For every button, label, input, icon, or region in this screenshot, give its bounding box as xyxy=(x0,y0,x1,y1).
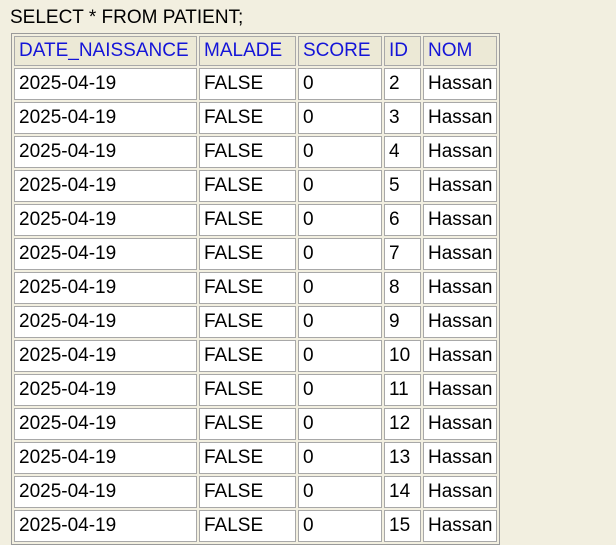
cell-id: 13 xyxy=(384,442,421,474)
cell-id: 9 xyxy=(384,306,421,338)
table-row xyxy=(14,510,497,542)
cell-id: 2 xyxy=(384,68,421,100)
cell-date-naissance: 2025-04-19 xyxy=(14,204,197,236)
cell-date-naissance: 2025-04-19 xyxy=(14,136,197,168)
cell-score: 0 xyxy=(298,340,382,372)
cell-nom: Hassan xyxy=(423,204,497,236)
table-row xyxy=(14,170,497,202)
table-row xyxy=(14,68,497,100)
cell-id: 5 xyxy=(384,170,421,202)
cell-nom: Hassan xyxy=(423,102,497,134)
cell-date-naissance: 2025-04-19 xyxy=(14,102,197,134)
cell-malade: FALSE xyxy=(199,136,296,168)
cell-date-naissance: 2025-04-19 xyxy=(14,442,197,474)
cell-nom: Hassan xyxy=(423,68,497,100)
cell-date-naissance: 2025-04-19 xyxy=(14,306,197,338)
cell-id: 7 xyxy=(384,238,421,270)
cell-date-naissance: 2025-04-19 xyxy=(14,340,197,372)
cell-score: 0 xyxy=(298,102,382,134)
result-table-body xyxy=(14,68,497,542)
cell-nom: Hassan xyxy=(423,408,497,440)
table-row xyxy=(14,204,497,236)
cell-nom: Hassan xyxy=(423,170,497,202)
table-row xyxy=(14,374,497,406)
cell-id: 14 xyxy=(384,476,421,508)
cell-malade: FALSE xyxy=(199,340,296,372)
cell-nom: Hassan xyxy=(423,476,497,508)
table-row xyxy=(14,442,497,474)
cell-nom: Hassan xyxy=(423,272,497,304)
cell-date-naissance: 2025-04-19 xyxy=(14,374,197,406)
cell-malade: FALSE xyxy=(199,476,296,508)
cell-id: 10 xyxy=(384,340,421,372)
column-header-nom[interactable]: NOM xyxy=(423,36,497,66)
cell-malade: FALSE xyxy=(199,272,296,304)
column-header-malade[interactable]: MALADE xyxy=(199,36,296,66)
cell-id: 12 xyxy=(384,408,421,440)
cell-score: 0 xyxy=(298,68,382,100)
table-row xyxy=(14,238,497,270)
cell-malade: FALSE xyxy=(199,442,296,474)
cell-id: 3 xyxy=(384,102,421,134)
cell-malade: FALSE xyxy=(199,238,296,270)
cell-score: 0 xyxy=(298,238,382,270)
cell-score: 0 xyxy=(298,272,382,304)
cell-date-naissance: 2025-04-19 xyxy=(14,170,197,202)
cell-date-naissance: 2025-04-19 xyxy=(14,510,197,542)
cell-malade: FALSE xyxy=(199,306,296,338)
cell-score: 0 xyxy=(298,476,382,508)
table-row xyxy=(14,272,497,304)
cell-malade: FALSE xyxy=(199,374,296,406)
cell-score: 0 xyxy=(298,170,382,202)
cell-id: 15 xyxy=(384,510,421,542)
column-header-score[interactable]: SCORE xyxy=(298,36,382,66)
cell-id: 11 xyxy=(384,374,421,406)
cell-nom: Hassan xyxy=(423,238,497,270)
cell-malade: FALSE xyxy=(199,408,296,440)
cell-score: 0 xyxy=(298,306,382,338)
cell-nom: Hassan xyxy=(423,374,497,406)
cell-score: 0 xyxy=(298,374,382,406)
cell-score: 0 xyxy=(298,204,382,236)
cell-nom: Hassan xyxy=(423,442,497,474)
cell-date-naissance: 2025-04-19 xyxy=(14,476,197,508)
cell-malade: FALSE xyxy=(199,510,296,542)
result-table xyxy=(11,33,500,545)
table-row xyxy=(14,102,497,134)
cell-score: 0 xyxy=(298,510,382,542)
cell-score: 0 xyxy=(298,136,382,168)
column-header-id[interactable]: ID xyxy=(384,36,421,66)
table-row xyxy=(14,340,497,372)
table-row xyxy=(14,408,497,440)
cell-score: 0 xyxy=(298,408,382,440)
table-row xyxy=(14,136,497,168)
sql-query-text: SELECT * FROM PATIENT; xyxy=(10,7,244,28)
column-header-date-naissance[interactable]: DATE_NAISSANCE xyxy=(14,36,197,66)
table-row xyxy=(14,476,497,508)
table-row xyxy=(14,306,497,338)
header-row xyxy=(14,36,497,66)
cell-id: 6 xyxy=(384,204,421,236)
cell-date-naissance: 2025-04-19 xyxy=(14,272,197,304)
cell-nom: Hassan xyxy=(423,136,497,168)
cell-malade: FALSE xyxy=(199,204,296,236)
cell-nom: Hassan xyxy=(423,306,497,338)
result-table-header xyxy=(14,36,497,66)
cell-nom: Hassan xyxy=(423,340,497,372)
cell-score: 0 xyxy=(298,442,382,474)
cell-date-naissance: 2025-04-19 xyxy=(14,238,197,270)
cell-date-naissance: 2025-04-19 xyxy=(14,68,197,100)
cell-id: 8 xyxy=(384,272,421,304)
cell-malade: FALSE xyxy=(199,68,296,100)
cell-date-naissance: 2025-04-19 xyxy=(14,408,197,440)
cell-malade: FALSE xyxy=(199,102,296,134)
cell-malade: FALSE xyxy=(199,170,296,202)
cell-nom: Hassan xyxy=(423,510,497,542)
cell-id: 4 xyxy=(384,136,421,168)
